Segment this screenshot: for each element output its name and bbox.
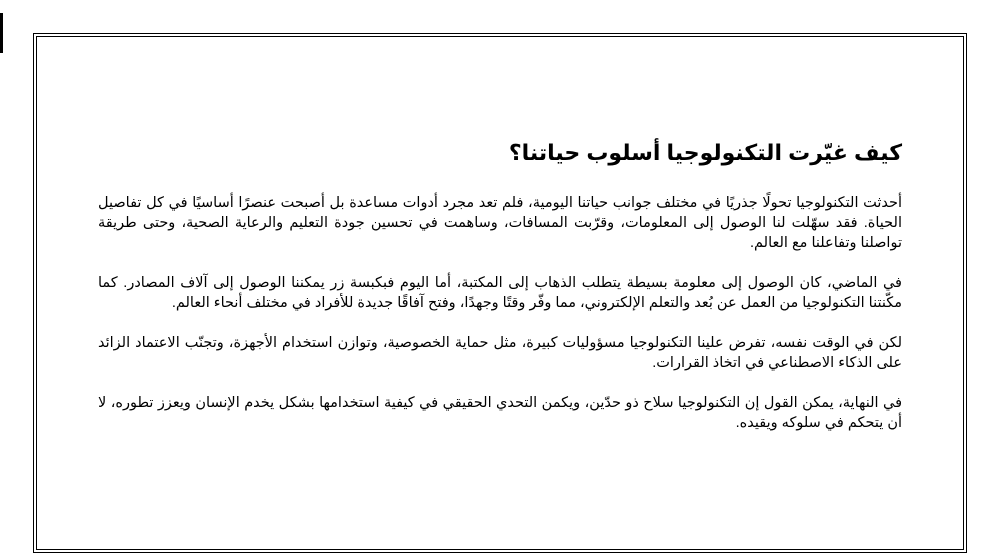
document-body (98, 139, 902, 453)
paragraph-2: في الماضي، كان الوصول إلى معلومة بسيطة يتطلب الذهاب إلى المكتبة، أما اليوم فبكبسة زر يمكننا الوصول إلى آلاف المصادر. كما مكّنتنا التكنولوجيا من العمل عن بُعد والتعلم الإلكتروني، مما وفّر وقتًا وجهدًا، وفتح آفاقًا جديدة للأفراد في مختلف أنحاء العالم. (98, 275, 902, 311)
paragraph-4: في النهاية، يمكن القول إن التكنولوجيا سلاح ذو حدّين، ويكمن التحدي الحقيقي في كيفية استخدامها بشكل يخدم الإنسان ويعزز تطوره، لا أن يتحكم في سلوكه ويقيده. (98, 395, 902, 431)
paragraph-1: أحدثت التكنولوجيا تحولًا جذريًا في مختلف جوانب حياتنا اليومية، فلم تعد مجرد أدوات مساعدة بل أصبحت عنصرًا أساسيًا في كل تفاصيل الحياة. فقد سهّلت لنا الوصول إلى المعلومات، وقرّبت المسافات، وساهمت في تحسين جودة التعليم والرعاية الصحية، وحتى طريقة تواصلنا وتفاعلنا مع العالم. (98, 195, 902, 251)
paragraph-3: لكن في الوقت نفسه، تفرض علينا التكنولوجيا مسؤوليات كبيرة، مثل حماية الخصوصية، وتوازن استخدام الأجهزة، وتجنّب الاعتماد الزائد على الذكاء الاصطناعي في اتخاذ القرارات. (98, 335, 902, 371)
page-edge (0, 13, 3, 53)
document-title: كيف غيّرت التكنولوجيا أسلوب حياتنا؟ (508, 140, 902, 165)
